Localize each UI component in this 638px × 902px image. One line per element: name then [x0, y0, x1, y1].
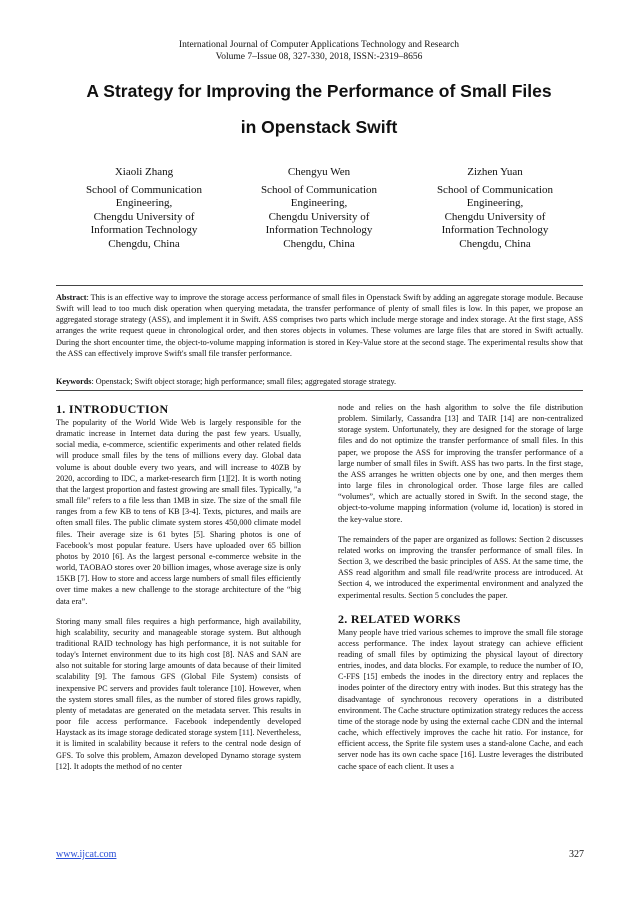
author-affiliation-line: Chengdu, China [459, 237, 531, 250]
paragraph: Many people have tried various schemes to improve the small file storage access performance. The index layout strategy can achieve efficient reading of small files by optimizing the physical layout of directory entries, inodes, and data blocks. For example, to reduce the number of IO, C-FFS [15] embeds the inodes in the directory entry and replaces the inodes pointer of the directory entry with inodes. But this strategy has the disadvantage of synchronous recovery operations in a distributed environment. The Cache structure optimization strategy reduces the access time of the storage node by using the external cache CDN and the internal cache, which effectively improves the cache hit ratio. For instance, for efficient access, the Sprite file system uses a stand-alone Cache, and each server node has its own cache space [16]. Lustre leverages the distributed cache space of each client. It uses a [338, 627, 583, 771]
section-heading-related-works: 2. RELATED WORKS [338, 611, 461, 626]
journal-volume: Volume 7–Issue 08, 327-330, 2018, ISSN:-2319–8656 [215, 52, 423, 62]
author-name: Zizhen Yuan [467, 166, 523, 178]
author-affiliation-line: School of Communication [436, 183, 554, 196]
abstract-top-rule [56, 285, 583, 286]
author-name: Chengyu Wen [287, 166, 351, 178]
author-affiliation-line: Chengdu University of [444, 210, 546, 223]
abstract-text: : This is an effective way to improve the storage access performance of small files in Openstack Swift by adding an aggregate storage module. Because Swift will lead to too much disk operation when querying metadata, the transfer performance of plenty of small files is low. In this paper, we propose an aggregated storage strategy (ASS), and implement it in Swift. ASS comprises two parts which include merge storage and index storage. At the first stage, ASS arranges the write request queue in chronological order, and then stores objects in volumes. These volumes are large files that are stored in Swift actually. During the short encounter time, the object-to-volume mapping information is stored in Key-Value store at the second stage. The experimental results show that the ASS can effectively improve Swift's small file transfer performance. [56, 293, 583, 358]
author-affiliation-line: Chengdu University of [268, 210, 370, 223]
author-name: Xiaoli Zhang [114, 166, 174, 178]
paper-title-line-1: A Strategy for Improving the Performance of Small Files [86, 81, 552, 101]
author-affiliation-line: Information Technology [90, 224, 198, 236]
journal-website-link[interactable]: www.ijcat.com [56, 849, 117, 860]
author-affiliation-line: Information Technology [441, 224, 549, 236]
paper-title-line-2: in Openstack Swift [240, 117, 398, 137]
left-column [56, 402, 301, 772]
paragraph: Storing many small files requires a high performance, high availability, high scalability, security and manageable storage system. But although traditional RAID technology has high performance, it is not suitable for today's Internet environment due to its high cost [8]. NAS and SAN are also not suitable for storing large amounts of data because of their limited scalability [9]. The famous GFS (Global File System) consists of inexpensive PC servers and provides fault tolerance [10]. However, when the system stores small files, as the number of stored files grows rapidly, plenty of metadatas are generated on the metadata server. This results in poor file access performance. Facebook independently developed Haystack as its image storage dedicated storage system [11]. Nevertheless, it is limited in scalability because it refers to the central node design of GFS. To solve this problem, Amazon developed Dynamo storage system [12]. It adopts the method of no center [56, 616, 301, 771]
author-block [231, 166, 407, 251]
abstract-label: Abstract [56, 293, 87, 302]
author-affiliation-line: Chengdu, China [108, 237, 180, 250]
keywords [56, 376, 583, 387]
keywords-text: : Openstack; Swift object storage; high performance; small files; aggregated storage strategy. [91, 377, 397, 386]
keywords-bottom-rule [56, 390, 583, 391]
abstract [56, 292, 583, 359]
author-block [56, 166, 232, 251]
author-affiliation-line: School of Communication [85, 183, 203, 196]
journal-name: International Journal of Computer Applications Technology and Research [178, 40, 460, 50]
right-column [338, 402, 583, 772]
author-affiliation-line: Engineering, [290, 197, 348, 209]
author-affiliation-line: Engineering, [466, 197, 524, 209]
author-affiliation-line: Engineering, [115, 197, 173, 209]
author-affiliation-line: Information Technology [265, 224, 373, 236]
page-number: 327 [569, 849, 584, 860]
paragraph: The remainders of the paper are organized as follows: Section 2 discusses related works on improving the transfer performance of small files. In Section 3, we described the basic principles of ASS. At the same time, the ASS read algorithm and small file read/write process are introduced. At Section 4, we introduced the experimental environment and analyzed the experimental results. Section 5 concludes the paper. [338, 534, 583, 600]
section-heading-introduction: 1. INTRODUCTION [56, 402, 169, 416]
paragraph: node and relies on the hash algorithm to solve the file distribution problem. Similarly, Cassandra [13] and TAIR [14] are non-centralized storage system. Unfortunately, they are designed for the storage of large files and do not optimize the transfer performance of small files. In this paper, we propose the ASS for improving the transfer performance of a large number of small files in Swift. ASS has two parts. In the first stage, the ASS arranges he written objects one by one, and then merges them into large files in chronological order. Those large files are called “volumes”, which are actually stored in Swift. In the second stage, the object-to-volume mapping information (volume id, location) is stored in the key-value store. [338, 403, 583, 524]
author-affiliation-line: Chengdu University of [93, 210, 195, 223]
author-affiliation-line: School of Communication [260, 183, 378, 196]
keywords-label: Keywords [56, 377, 92, 386]
paragraph: The popularity of the World Wide Web is largely responsible for the dramatic increase in Internet data during the past few years. Usually, social media, e-commerce, scientific experiments and other related fields will produce small files by the tens of millions every day. Global data volume is about double every two years, and will increase to 40ZB by 2020, according to IDC, a market-research firm [1][2]. It is worth noting that the largest proportion and fastest growing are small files. Typically, "a small file" refers to a file less than 1MB in size. The size of the small file ranges from a few KB to tens of KB [3-4]. Texts, pictures, and mails are often small files. The public climate system stores 450,000 climate model files. Their average size is 61 bytes [5]. Sharing photos is one of Facebook’s most popular feature. Users have uploaded over 65 billion photos by 2010 [6]. As the largest personal e-commerce website in the world, TAOBAO stores over 20 billion images, whose average size is only 15KB [7]. How to store and access large numbers of small files efficiently over time makes a new challenge to the storage architecture of the “big data era”. [56, 418, 301, 606]
author-affiliation-line: Chengdu, China [283, 237, 355, 250]
author-block [407, 166, 583, 251]
